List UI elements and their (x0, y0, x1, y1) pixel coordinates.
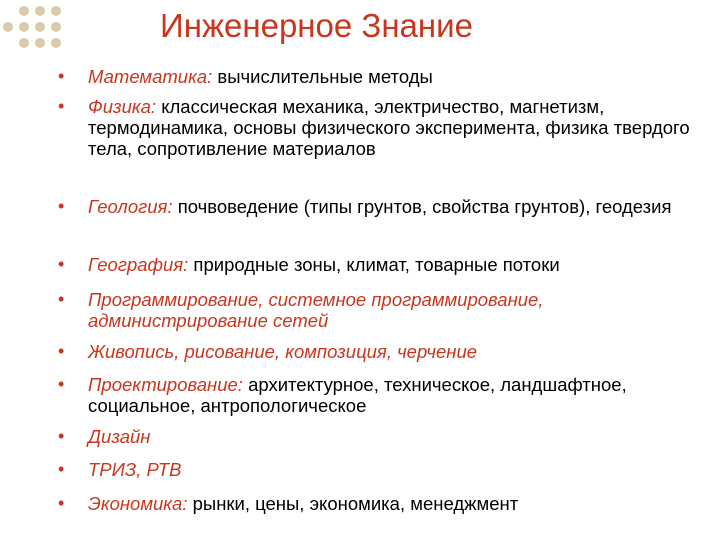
item-term: Экономика: (88, 493, 188, 514)
bullet-icon: • (58, 341, 65, 361)
decorative-dots-logo (0, 0, 80, 66)
item-text: классическая механика, электричество, магнетизм, термодинамика, основы физического эксперимента, физика твердого тела, сопротивление материалов (88, 96, 690, 159)
list-item (58, 341, 477, 362)
item-text: архитектурное, техническое, ландшафтное, социальное, антропологическое (88, 374, 627, 416)
bullet-icon: • (58, 289, 65, 309)
item-text: природные зоны, климат, товарные потоки (188, 254, 560, 275)
list-item (58, 426, 150, 447)
item-text: рынки, цены, экономика, менеджмент (187, 493, 519, 514)
bullet-icon: • (58, 66, 65, 86)
list-item (58, 493, 518, 514)
list-item (58, 196, 672, 217)
list-item (58, 374, 708, 416)
list-item (58, 254, 560, 275)
bullet-icon: • (58, 96, 65, 116)
item-term: География: (88, 254, 189, 275)
bullet-icon: • (58, 459, 65, 479)
item-term: Физика: (88, 96, 157, 117)
list-item (58, 66, 433, 87)
item-term: ТРИЗ, РТВ (88, 459, 182, 480)
item-term: Геология: (88, 196, 173, 217)
item-term: Проектирование: (88, 374, 243, 395)
list-item (58, 459, 181, 480)
list-item (58, 96, 708, 159)
item-text: почвоведение (типы грунтов, свойства грунтов), геодезия (172, 196, 672, 217)
item-term: Дизайн (88, 426, 151, 447)
item-text: вычислительные методы (212, 66, 433, 87)
list-item (58, 289, 708, 331)
bullet-icon: • (58, 196, 65, 216)
bullet-icon: • (58, 493, 65, 513)
item-term: Живопись, рисование, композиция, черчение (88, 341, 478, 362)
bullet-icon: • (58, 374, 65, 394)
slide-title: Инженерное Знание (160, 7, 473, 44)
bullet-icon: • (58, 426, 65, 446)
item-term: Программирование, системное программирование, администрирование сетей (88, 289, 544, 331)
bullet-icon: • (58, 254, 65, 274)
item-term: Математика: (88, 66, 213, 87)
